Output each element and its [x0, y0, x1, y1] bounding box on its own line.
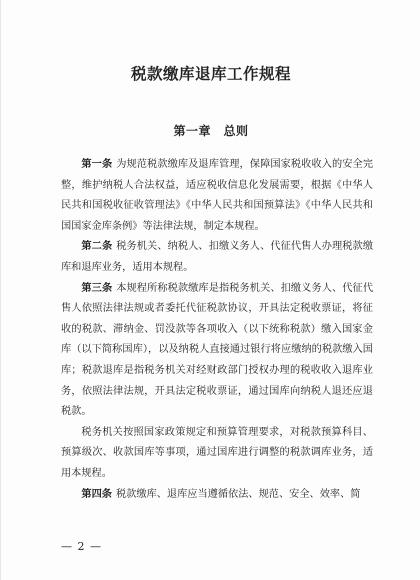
article-2	[61, 237, 373, 278]
document-title: 税款缴库退库工作规程	[130, 64, 291, 83]
article-2-label: 第二条	[81, 241, 113, 253]
article-1-text: 为规范税款缴库及退库管理，保障国家税收收入的安全完整，维护纳税人合法权益，适应税收信息化发展需要，根据《中华人民共和国税收征收管理法》《中华人民共和国预算法》《中华人民共和国国家金库条例》等法律法规，制定本规程。	[61, 159, 374, 232]
page-number: — 2 —	[61, 540, 102, 553]
article-3-continuation-text: 税务机关按照国家政策规定和预算管理要求，对税款预算科目、预算级次、收款国库等事项，通过国库进行调整的税款调库业务，适用本规程。	[61, 426, 373, 479]
article-1	[61, 155, 373, 237]
article-2-text: 税务机关、纳税人、扣缴义务人、代征代售人办理税款缴库和退库业务，适用本规程。	[61, 241, 374, 273]
article-3	[61, 279, 373, 423]
article-3-label: 第三条	[81, 282, 113, 294]
article-4	[61, 485, 373, 506]
article-3-text: 本规程所称税款缴库是指税务机关、扣缴义务人、代征代售人依照法律法规或者委托代征税款协议，开具法定税收票证，将征收的税款、滞纳金、罚没款等各项收入（以下统称税款）缴入国家金库（以下简称国库），以及纳税人直接通过银行将应缴纳的税款缴入国库；税款退库是指税务机关对经财政部门授权办理的税收收入退库业务，依照法律法规，开具法定税收票证，通过国库向纳税人退还应退税款。	[61, 282, 374, 418]
chapter-heading: 第一章 总则	[173, 124, 249, 138]
article-3-continuation	[61, 423, 373, 485]
article-4-label: 第四条	[81, 488, 112, 500]
article-4-text: 税款缴库、退库应当遵循依法、规范、安全、效率、简	[115, 488, 361, 500]
article-1-label: 第一条	[81, 159, 113, 170]
document-body	[61, 155, 373, 505]
